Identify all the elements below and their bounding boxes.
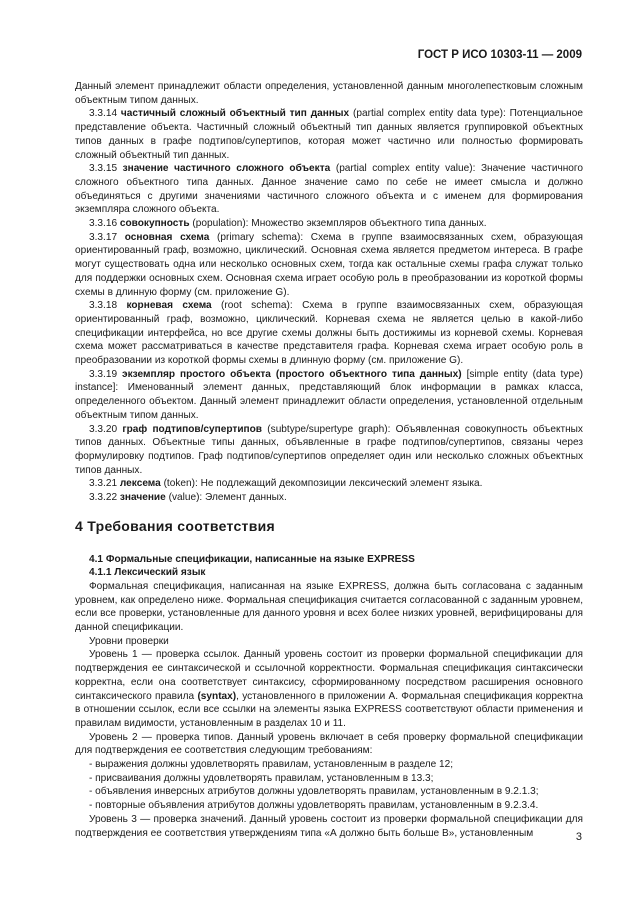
def-number: 3.3.15: [89, 163, 118, 175]
def-term: граф подтипов/супертипов: [122, 423, 262, 435]
subsubsection-heading: 4.1.1 Лексический язык: [89, 567, 206, 579]
definition-3-3-21: [75, 477, 583, 491]
def-number: 3.3.20: [89, 423, 118, 435]
def-text: [simple entity (data type) instance]: Именованный элемент данных, представляющий блок информации в рамках класса, определенного объектом. Данный элемент принадлежит области определения, установленной отдельным объектным типом данных.: [75, 368, 583, 421]
body-paragraph: Уровни проверки: [89, 635, 169, 647]
level-1-text: Уровень 1 — проверка ссылок. Данный уровень состоит из проверки формальной спецификации для подтверждения ее синтаксической и ссылочной корректности. Формальная спецификация синтаксически корректна, если она соответствует синтаксису, сформированному посредством расширения основного синтаксического правила: [75, 649, 583, 702]
definition-3-3-20: [75, 423, 583, 478]
level-2-paragraph: Уровень 2 — проверка типов. Данный уровень включает в себя проверку формальной спецификации для подтверждения ее соответствия следующим требованиям:: [75, 731, 583, 757]
definition-3-3-18: [75, 299, 583, 368]
list-item: - объявления инверсных атрибутов должны удовлетворять правилам, установленным в 9.2.1.3;: [89, 786, 539, 798]
def-number: 3.3.21: [89, 478, 118, 490]
def-text: (root schema): Схема в группе взаимосвязанных схем, образующая ориентированный граф, возможно, циклический. Корневая схема не является целью в какой-либо спецификации интерфейса, но все другие схемы должны быть достижимы из корневой схемы. Корневая схема может рассматриваться в качестве представителя графа. Корневая схема играет особую роль в преобразовании из короткой формы схемы в длинную форму (см. приложение G).: [75, 300, 583, 367]
def-number: 3.3.19: [89, 368, 118, 380]
def-term: частичный сложный объектный тип данных: [120, 108, 350, 120]
def-term: корневая схема: [126, 300, 212, 312]
def-text: (subtype/supertype graph): Объявленная совокупность объектных типов данных. Объектные типы данных, объявленные в графе подтипов/супертипов, связаны через формулировку подтипов. Граф подтипов/супертипов определяет один или несколько сложных объектных типов данных.: [75, 423, 583, 476]
def-text: (partial complex entity data type): Потенциальное представление объекта. Частичный сложный объектный тип данных является группировкой объектных типов данных в графе подтипов/супертипов, которая может частично или полностью формировать сложный объектный тип данных.: [75, 108, 583, 161]
definition-3-3-17: [75, 231, 583, 300]
def-number: 3.3.16: [89, 218, 118, 230]
level-1-paragraph: [75, 648, 583, 730]
level-1-text-rest: , установленного в приложении A. Формальная спецификация корректна в отношении ссылок, если все ссылки на элементы языка EXPRESS соответствуют области применения и правилам видимости, установленным в разделах 10 и 11.: [75, 690, 583, 729]
definition-3-3-14: [75, 107, 583, 162]
syntax-rule-term: (syntax): [197, 690, 237, 702]
definition-3-3-19: [75, 368, 583, 423]
section-heading: 4 Требования соответствия: [75, 517, 275, 534]
def-number: 3.3.14: [89, 108, 118, 120]
def-term: основная схема: [124, 231, 210, 243]
def-number: 3.3.17: [89, 231, 118, 243]
def-term: значение: [119, 492, 166, 504]
def-text: (value): Элемент данных.: [168, 492, 287, 504]
def-text: (population): Множество экземпляров объектного типа данных.: [192, 218, 487, 230]
def-term: совокупность: [119, 218, 190, 230]
body-paragraph: Формальная спецификация, написанная на языке EXPRESS, должна быть согласована с заданным уровнем, как определено ниже. Формальная спецификация считается согласованной с заданным уровнем, если все проверки, установленные для данного уровня и всех более низких уровней, верифицированы для данной спецификации.: [75, 580, 583, 634]
document-header: ГОСТ Р ИСО 10303-11 — 2009: [417, 49, 582, 61]
def-number: 3.3.18: [89, 300, 118, 312]
def-term: значение частичного сложного объекта: [122, 163, 331, 175]
def-number: 3.3.22: [89, 492, 118, 504]
def-text: (partial complex entity value): Значение частичного сложного объектного типа данных. Данное значение само по себе не имеет смысла и должно объединяться с другими значениями частичного сложного объекта и с именем для формирования экземпляра сложного объекта.: [75, 163, 583, 216]
paragraph-continuation: Данный элемент принадлежит области определения, установленной данным многолепестковым сложным объектным типом данных.: [75, 81, 583, 106]
level-3-paragraph: Уровень 3 — проверка значений. Данный уровень состоит из проверки формальной спецификации для подтверждения ее соответствия утверждениям типа «А должно быть больше В», установленным: [75, 813, 583, 839]
list-item: - присваивания должны удовлетворять правилам, установленным в 13.3;: [89, 772, 434, 784]
list-item: - повторные объявления атрибутов должны удовлетворять правилам, установленным в 9.2.3.4.: [89, 800, 539, 812]
def-text: (primary schema): Схема в группе взаимосвязанных схем, образующая ориентированный граф, возможно, циклический. Основная схема является предметом интереса. В графе могут существовать одна или несколько основных схем, тогда как остальные схемы графа служат только для поддержки основных схем. Основная схема играет особую роль в преобразовании из короткой формы схемы в длинную форму (см. приложение G).: [75, 231, 583, 298]
page-content: [75, 80, 583, 840]
definition-3-3-22: [75, 491, 583, 505]
subsection-heading: 4.1 Формальные спецификации, написанные на языке EXPRESS: [89, 553, 415, 565]
definition-3-3-15: [75, 162, 583, 217]
def-text: (token): Не подлежащий декомпозиции лексический элемент языка.: [163, 478, 483, 490]
page-number: 3: [575, 831, 582, 843]
list-item: - выражения должны удовлетворять правилам, установленным в разделе 12;: [89, 759, 454, 771]
definition-3-3-16: [75, 217, 583, 231]
def-term: лексема: [119, 478, 161, 490]
def-term: экземпляр простого объекта (простого объектного типа данных): [122, 368, 462, 380]
